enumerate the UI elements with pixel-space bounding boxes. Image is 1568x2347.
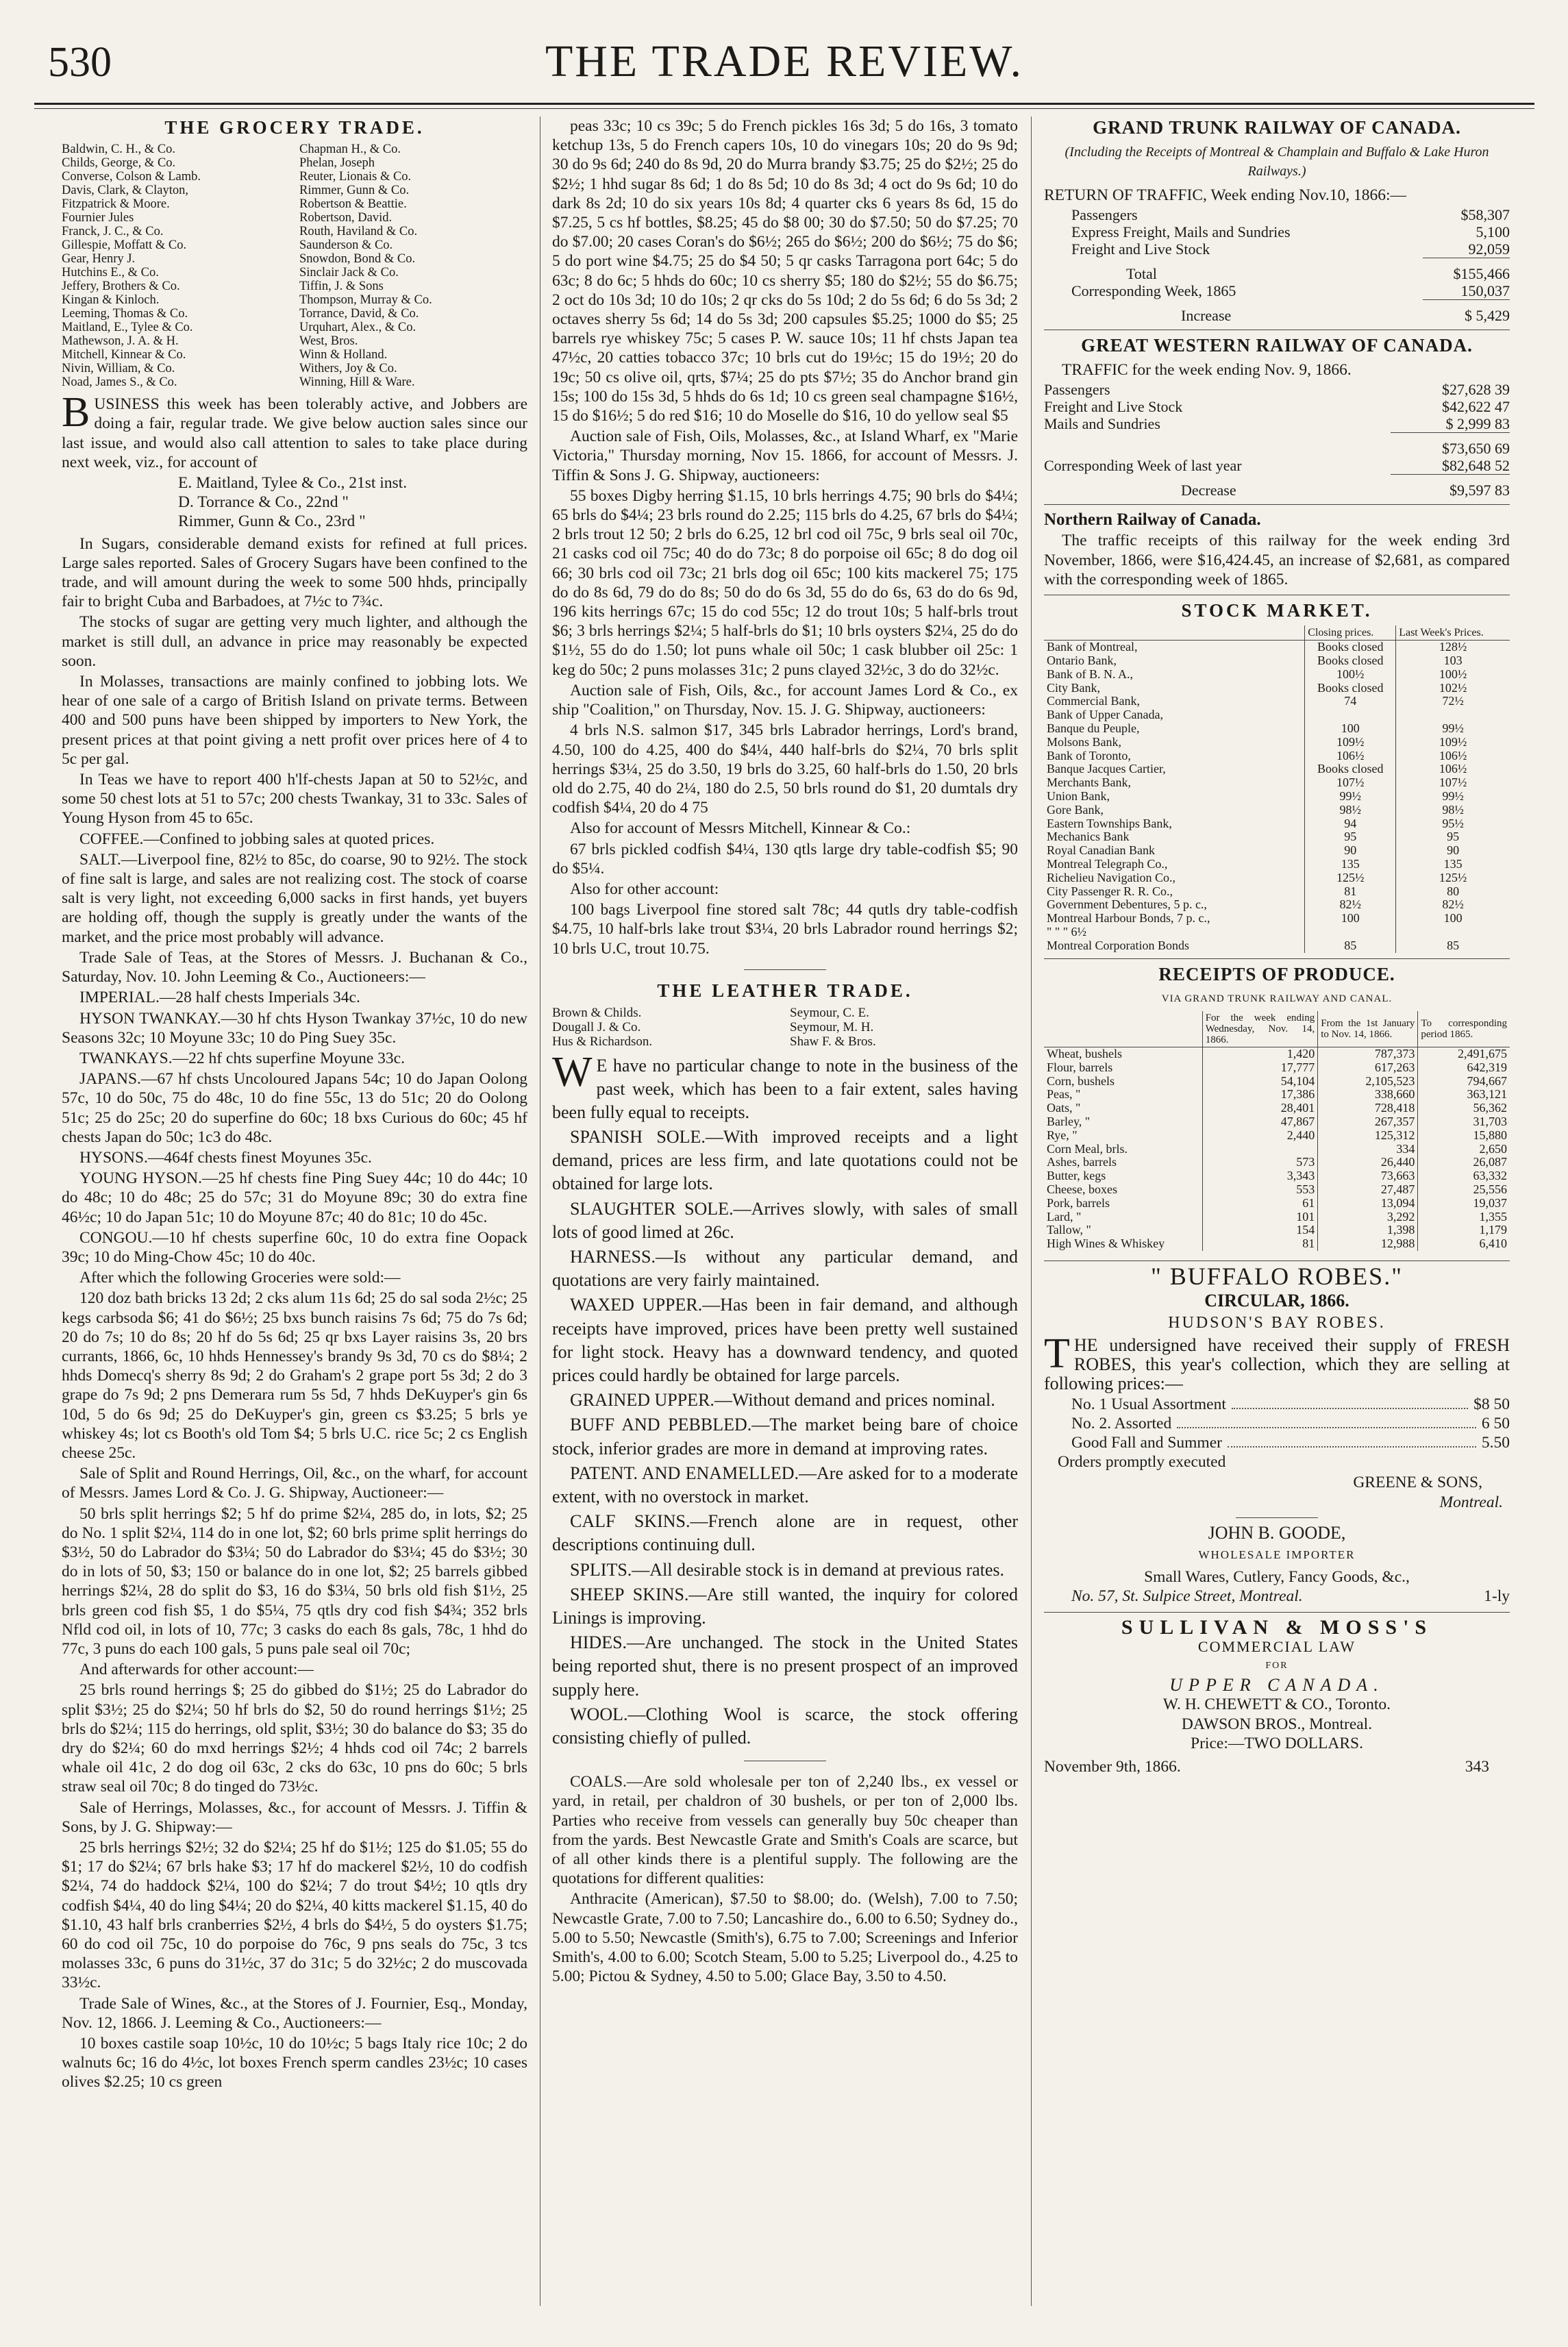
divider — [744, 969, 826, 970]
firm-name: Routh, Haviland & Co. — [299, 225, 418, 239]
stock-row: Montreal Corporation Bonds 85 85 — [1044, 939, 1510, 953]
stock-row: Banque Jacques Cartier, Books closed 106½ — [1044, 762, 1510, 776]
produce-row: Flour, barrels 17,777 617,263 642,319 — [1044, 1061, 1510, 1075]
grocery-paragraph: YOUNG HYSON.—25 hf chests fine Ping Suey 44c; 10 do 44c; 10 do 48c; 10 do 48c; 25 do 57c; 31 do Moyune 89c; 30 do extra fine 46½c; 10 do Japan 51c; 10 do Moyune 87c; 40 do 81c; 10 do 45c. — [62, 1169, 527, 1226]
ledger-row: Corresponding Week, 1865 150,037 — [1071, 282, 1510, 300]
buffalo-orders: Orders promptly executed — [1058, 1453, 1226, 1471]
col-closing: Closing prices. — [1305, 625, 1396, 641]
sullivan-price: Price:—TWO DOLLARS. — [1191, 1734, 1363, 1752]
account-item: D. Torrance & Co., 22nd " — [178, 493, 349, 512]
divider — [1044, 958, 1510, 959]
grocery-paragraph: JAPANS.—67 hf chsts Uncoloured Japans 54c; 10 do Japan Oolong 57c, 10 do 50c, 75 do 48c, 10 do fine 55c, 13 do 51c; 20 do Oolong 51c; 25 do 25c; 20 do superfine do 60c; 18 bxs Curious do 60c; 45 hf chests Japan do 50c; 1c3 do 48c. — [62, 1070, 527, 1146]
sullivan-title: SULLIVAN & MOSS'S — [1121, 1615, 1433, 1639]
auction-paragraph: 4 brls N.S. salmon $17, 345 brls Labrador herrings, Lord's brand, 4.50, 100 do 4.25, 400 do $4¼, 440 half-brls do $2¼, 70 brls split herrings $3¼, 25 do 3.50, 19 brls do 3.25, 60 half-brls do 1.50, 20 brls old do 2.75, 40 do 2¼, 180 do 2.5, 50 brls round do $1, 20 dumtals dry codfish $4¼, 20 do 4 75 — [552, 721, 1018, 817]
buffalo-intro: THE undersigned have received their supply of FRESH ROBES, this year's collection, which they are selling at following prices:— — [1044, 1330, 1510, 1393]
stock-row: City Passenger R. R. Co., 81 80 — [1044, 885, 1510, 899]
ledger-total: $73,650 69 — [1044, 433, 1510, 458]
northern-text: The traffic receipts of this railway for the week ending 3rd November, 1866, were $16,424.45, an increase of $2,681, as compared with the corresponding week of 1865. — [1044, 532, 1510, 588]
stock-row: Royal Canadian Bank 90 90 — [1044, 844, 1510, 858]
firm-name: Baldwin, C. H., & Co. — [62, 142, 175, 157]
leather-paragraph: SPANISH SOLE.—With improved receipts and a light demand, prices are less firm, and late quotations could not be obtained for large lots. — [552, 1126, 1018, 1194]
firm-name: Jeffery, Brothers & Co. — [62, 280, 180, 294]
col-last: Last Week's Prices. — [1396, 625, 1510, 641]
goode-role: WHOLESALE IMPORTER — [1198, 1548, 1356, 1561]
northern-heading: Northern Railway of Canada. — [1044, 510, 1261, 530]
leather-paragraph: CALF SKINS.—French alone are in request, other descriptions continuing dull. — [552, 1511, 1018, 1555]
leather-paragraph: SLAUGHTER SOLE.—Arrives slowly, with sales of small lots of good limed at 26c. — [552, 1198, 1018, 1242]
grand-trunk-return: RETURN OF TRAFFIC, Week ending Nov.10, 1866:— — [1044, 186, 1407, 204]
sullivan-law: COMMERCIAL LAW — [1197, 1637, 1356, 1655]
stock-row: Mechanics Bank 95 95 — [1044, 830, 1510, 844]
divider — [1044, 504, 1510, 505]
produce-row: Barley, " 47,867 267,357 31,703 — [1044, 1115, 1510, 1129]
stock-row: Commercial Bank, 74 72½ — [1044, 695, 1510, 708]
great-western-traffic: TRAFFIC for the week ending Nov. 9, 1866. — [1062, 361, 1352, 380]
masthead — [34, 26, 1534, 95]
stock-row: Molsons Bank, 109½ 109½ — [1044, 736, 1510, 749]
buffalo-city: Montreal. — [1439, 1493, 1503, 1511]
leather-paragraph: GRAINED UPPER.—Without demand and prices nominal. — [570, 1390, 995, 1411]
sullivan-region: UPPER CANADA. — [1169, 1675, 1384, 1696]
firm-name: Robertson, David. — [299, 211, 393, 225]
produce-heading: RECEIPTS OF PRODUCE. — [1158, 963, 1395, 984]
ledger-row: Mails and Sundries $ 2,999 83 — [1044, 415, 1510, 433]
firm-name: Mitchell, Kinnear & Co. — [62, 348, 186, 362]
leather-body — [552, 1126, 1018, 1750]
stock-row: Bank of Toronto, 106½ 106½ — [1044, 749, 1510, 763]
column-grocery — [62, 116, 527, 2306]
firm-name: Childs, George, & Co. — [62, 156, 176, 171]
ledger-increase: Increase $ 5,429 — [1044, 299, 1510, 324]
grocery-paragraph: And afterwards for other account:— — [79, 1661, 314, 1679]
great-western-table — [1044, 381, 1510, 499]
grocery-paragraph: In Molasses, transactions are mainly confined to jobbing lots. We hear of one sale of a cargo of British Island on private terms. Between 400 and 500 puns have been shipped by importers to New York, the present prices at that point giving a nett profit over prices here of 4 to 5c per gal. — [62, 673, 527, 768]
firms-left — [62, 142, 290, 389]
firm-name: Hutchins E., & Co. — [62, 266, 159, 280]
stock-row: Government Debentures, 5 p. c., 82½ 82½ — [1044, 898, 1510, 912]
firm-name: Robertson & Beattie. — [299, 197, 407, 212]
firm-name: Hus & Richardson. — [552, 1034, 653, 1049]
buffalo-circular: CIRCULAR, 1866. — [1204, 1291, 1349, 1311]
price-line: No. 2. Assorted 6 50 — [1071, 1414, 1510, 1432]
stock-row: Bank of B. N. A., 100½ 100½ — [1044, 668, 1510, 682]
buffalo-sub: HUDSON'S BAY ROBES. — [1168, 1314, 1386, 1332]
stock-row: Richelieu Navigation Co., 125½ 125½ — [1044, 871, 1510, 885]
firm-name: Chapman H., & Co. — [299, 142, 401, 157]
firm-name: Rimmer, Gunn & Co. — [299, 184, 410, 198]
grocery-paragraph: 25 brls round herrings $; 25 do gibbed do $1½; 25 do Labrador do split $3½; 25 do $2¼; 50 hf brls do $2, 50 do round herrings $1½; 25 brls do $2¼; 115 do herrings, old split, $3½; 30 do balance do $3; 35 do dry do $2¼; 60 do mxd herrings $2½; 4 hhds cod oil 74c; 2 barrels whale oil 41c, 2 do dog oil 63c, 2 cks do 63c, 10 pns do 60c; 5 brls straw seal oil 70c; 8 do tinged do 73½c. — [62, 1681, 527, 1796]
page-title: THE TRADE REVIEW. — [545, 36, 1024, 86]
produce-row: Butter, kegs 3,343 73,663 63,332 — [1044, 1169, 1510, 1183]
column-divider — [1031, 116, 1032, 2306]
firm-name: Sinclair Jack & Co. — [299, 266, 399, 280]
stock-row: Merchants Bank, 107½ 107½ — [1044, 776, 1510, 790]
goode-name: JOHN B. GOODE, — [1208, 1522, 1346, 1543]
ledger-decrease: Decrease $9,597 83 — [1044, 475, 1510, 499]
firm-name: Withers, Joy & Co. — [299, 362, 397, 376]
produce-row: Ashes, barrels 573 26,440 26,087 — [1044, 1156, 1510, 1169]
grocery-heading: THE GROCERY TRADE. — [164, 117, 425, 138]
firm-name: Nivin, William, & Co. — [62, 362, 175, 376]
grand-trunk-heading: GRAND TRUNK RAILWAY OF CANADA. — [1093, 117, 1461, 138]
produce-header-row — [1044, 1011, 1510, 1047]
produce-row: Oats, " 28,401 728,418 56,362 — [1044, 1102, 1510, 1115]
auction-paragraph: Also for account of Messrs Mitchell, Kinnear & Co.: — [570, 819, 911, 838]
grocery-paragraph: IMPERIAL.—28 half chests Imperials 34c. — [79, 989, 360, 1007]
grocery-paragraph: 10 boxes castile soap 10½c, 10 do 10½c; 5 bags Italy rice 10c; 2 do walnuts 6c; 16 do 4½c, lot boxes French sperm candles 23½c; 10 cases olives $2.25; 10 cs green — [62, 2035, 527, 2091]
firm-name: Davis, Clark, & Clayton, — [62, 184, 188, 198]
issue-date: November 9th, 1866. — [1044, 1757, 1181, 1776]
firm-name: Tiffin, J. & Sons — [299, 280, 384, 294]
grocery-paragraph: Sale of Herrings, Molasses, &c., for account of Messrs. J. Tiffin & Sons, by J. G. Shipway:— — [62, 1798, 527, 1836]
leather-paragraph: SPLITS.—All desirable stock is in demand at previous rates. — [570, 1559, 1005, 1580]
stock-row: Eastern Townships Bank, 94 95½ — [1044, 817, 1510, 831]
buffalo-price-list — [1071, 1395, 1510, 1453]
firm-name: Winn & Holland. — [299, 348, 388, 362]
produce-row: Lard, " 101 3,292 1,355 — [1044, 1210, 1510, 1224]
col-corr: To corresponding period 1865. — [1418, 1011, 1510, 1047]
column-auctions-leather — [552, 116, 1018, 2306]
firm-name: Converse, Colson & Lamb. — [62, 170, 201, 184]
masthead-rule — [34, 103, 1534, 105]
ledger-row: Express Freight, Mails and Sundries 5,100 — [1071, 223, 1510, 240]
grocery-intro: BUSINESS this week has been tolerably active, and Jobbers are doing a fair, regular trade. We give below auction sales since our last issue, and would also call attention to sales to take place during next week, viz., for account of — [62, 389, 527, 471]
leather-paragraph: SHEEP SKINS.—Are still wanted, the inquiry for colored Linings is improving. — [552, 1584, 1018, 1628]
produce-row: Cheese, boxes 553 27,487 25,556 — [1044, 1183, 1510, 1197]
produce-row: Tallow, " 154 1,398 1,179 — [1044, 1224, 1510, 1237]
auction-body — [552, 116, 1018, 958]
masthead-rule-thin — [34, 108, 1534, 109]
firms-right — [790, 1006, 1018, 1049]
leather-paragraph: HARNESS.—Is without any particular demand, and quotations are very fairly maintained. — [552, 1246, 1018, 1291]
firm-name: West, Bros. — [299, 334, 358, 349]
ledger-row: Freight and Live Stock $42,622 47 — [1044, 398, 1510, 416]
produce-row: Rye, " 2,440 125,312 15,880 — [1044, 1129, 1510, 1143]
firm-name: Gillespie, Moffatt & Co. — [62, 238, 187, 253]
firm-name: Saunderson & Co. — [299, 238, 393, 253]
firm-name: Franck, J. C., & Co. — [62, 225, 164, 239]
coals-body — [552, 1772, 1018, 1986]
account-item: E. Maitland, Tylee & Co., 21st inst. — [178, 474, 408, 493]
goode-term: 1-ly — [1484, 1587, 1510, 1606]
auction-paragraph: 100 bags Liverpool fine stored salt 78c; 44 qutls dry table-codfish $4.75, 10 half-brls lake trout $3¼, 20 brls Labrador round herrings $2; 10 brls U.C, trout 10.75. — [552, 901, 1018, 958]
firm-name: Fitzpatrick & Moore. — [62, 197, 170, 212]
firm-name: Leeming, Thomas & Co. — [62, 307, 188, 321]
auction-paragraph: 67 brls pickled codfish $4¼, 130 qtls large dry table-codfish $5; 90 do $5¼. — [552, 840, 1018, 878]
auction-paragraph: Also for other account: — [570, 880, 719, 898]
auction-paragraph: Auction sale of Fish, Oils, &c., for account James Lord & Co., ex ship "Coalition," on Thursday, Nov. 15. J. G. Shipway, auctioneers: — [552, 681, 1018, 719]
produce-row: Peas, " 17,386 338,660 363,121 — [1044, 1088, 1510, 1102]
produce-row: Corn Meal, brls. 334 2,650 — [1044, 1143, 1510, 1156]
leather-paragraph: WAXED UPPER.—Has been in fair demand, and although receipts have improved, prices have been pretty well sustained for light stock. Heavy has a downward tendency, and quoted prices could hardly be obtained for large parcels. — [552, 1295, 1018, 1385]
grand-trunk-table — [1044, 206, 1510, 324]
firm-name: Snowdon, Bond & Co. — [299, 252, 416, 266]
firm-name: Dougall J. & Co. — [552, 1019, 641, 1034]
account-item: Rimmer, Gunn & Co., 23rd " — [178, 512, 366, 531]
produce-row: Wheat, bushels 1,420 787,373 2,491,675 — [1044, 1047, 1510, 1060]
great-western-heading: GREAT WESTERN RAILWAY OF CANADA. — [1081, 334, 1473, 356]
firm-name: Shaw F. & Bros. — [790, 1034, 876, 1049]
sullivan-agent: W. H. CHEWETT & CO., Toronto. — [1162, 1696, 1391, 1714]
firm-name: Thompson, Murray & Co. — [299, 293, 432, 308]
grocery-body — [62, 534, 527, 2092]
stock-row: Montreal Harbour Bonds, 7 p. c., 100 100 — [1044, 912, 1510, 926]
buffalo-firm: GREENE & SONS, — [1353, 1474, 1482, 1492]
produce-row: High Wines & Whiskey 81 12,988 6,410 — [1044, 1237, 1510, 1251]
stock-row: Bank of Montreal, Books closed 128½ — [1044, 641, 1510, 654]
grocery-paragraph: SALT.—Liverpool fine, 82½ to 85c, do coarse, 90 to 92½. The stock of fine salt is large, and sales are not realizing cost. The stock of coarse salt is very light, not exceeding 6,000 sacks in first hands, yet buyers are holding off, though the supply is greatly under the wants of the market, and the price most probably will advance. — [62, 850, 527, 946]
sullivan-for: FOR — [1265, 1660, 1289, 1671]
firm-name: Maitland, E., Tylee & Co. — [62, 321, 193, 335]
grand-trunk-subheading: (Including the Receipts of Montreal & Champlain and Buffalo & Lake Huron Railways.) — [1065, 145, 1489, 179]
stock-row: Montreal Telegraph Co., 135 135 — [1044, 858, 1510, 871]
auction-paragraph: peas 33c; 10 cs 39c; 5 do French pickles 16s 3d; 5 do 16s, 3 tomato ketchup 13s, 5 do French capers 10s, 10 do vinegars 10s; 20 do 9s 9d; 30 do 9s 6d; 240 do 8s 9d, 20 do Murra brandy $3.75; 25 do $2½; 25 do $2½; 1 hhd sugar 8s 6d; 1 do 8s 5d; 10 do 8s 3d; 4 oct do 9s 6d; 10 do dark 8s 2d; 10 do six years 10s 8d; 4 quarter cks 6 years 8s 6d, 15 do $7.25, 5 cs hf bottles, $8.25; 45 do $8 00; 30 do $7.50; 50 do $7.25; 70 do $7.00; 20 cases Coran's do $6½; 265 do $6½; 200 do $6½; 75 do $6; 5 do port wine $4.75; 25 do $4 50; 5 qr casks Tarragona port 64c; 5 do 63c; 8 do 6c; 5 hhds do 60c; 10 cs sherry $5; 180 do $2½; 55 do $6.75; 2 oct do 10s 3d; 10 do 10s; 2 qr cks do 5s 10d; 2 do 5s 6d; 6 do 5s 3d; 2 octaves sherry 5s 6d; 14 do 5s 3d; 200 capsules $5.25; 1000 do $5; 25 barrels rye whiskey 75c; 5 cases P. W. sauce 10s; 11 hf chsts Japan tea 47½c, 20 catties tobacco 37c; 10 brls cut do 19½c; 15 do 19½; 20 do 19c; 50 cs olive oil, qrts, $7¼; 25 do pts $7½; 35 do Anchor brand gin 15s; 100 do 15s 3d, 5 hhds do 6s 1d; 10 cs green seal champagne $16½, 15 do $16½; 5 do red $16; 10 do Moselle do $16, 10 do yellow seal $5 — [552, 117, 1018, 425]
grocery-paragraph: In Sugars, considerable demand exists for refined at full prices. Large sales reported. Sales of Grocery Sugars have been confined to the trade, and will amount during the week to some 500 hhds, principally fair to bright Cuba and Barbadoes, at 7½c to 7¾c. — [62, 534, 527, 611]
firm-name: Reuter, Lionais & Co. — [299, 170, 412, 184]
grocery-paragraph: HYSON TWANKAY.—30 hf chts Hyson Twankay 37½c, 10 do new Seasons 32c; 10 Moyune 33c; 10 do Ping Suey 35c. — [62, 1009, 527, 1047]
grocery-paragraph: COFFEE.—Confined to jobbing sales at quoted prices. — [79, 830, 435, 848]
produce-row: Pork, barrels 61 13,094 19,037 — [1044, 1197, 1510, 1210]
col-jan: From the 1st January to Nov. 14, 1866. — [1318, 1011, 1418, 1047]
produce-row: Corn, bushels 54,104 2,105,523 794,667 — [1044, 1075, 1510, 1089]
leather-paragraph: HIDES.—Are unchanged. The stock in the United States being reported shut, there is no present prospect of an improved supply here. — [552, 1632, 1018, 1700]
folio-number: 343 — [1465, 1757, 1489, 1776]
coals-paragraph: Anthracite (American), $7.50 to $8.00; do. (Welsh), 7.00 to 7.50; Newcastle Grate, 7.00 to 7.50; Lancashire do., 6.00 to 6.50; Sydney do., 5.00 to 5.50; Newcastle (Smith's), 6.75 to 7.00; Screenings and Inferior Smith's, 4.00 to 6.00; Scotch Steam, 5.00 to 5.25; Liverpool do., 4.25 to 5.00; Pictou & Sydney, 4.50 to 5.00; Glace Bay, 3.50 to 4.50. — [552, 1890, 1018, 1986]
firm-name: Kingan & Kinloch. — [62, 293, 160, 308]
grocery-paragraph: In Teas we have to report 400 h'lf-chests Japan at 50 to 52½c, and some 50 chest lots at 51 to 57c; 200 chests Twankay, 31 to 33c. Sales of Young Hyson from 45 to 65c. — [62, 771, 527, 828]
coals-paragraph: COALS.—Are sold wholesale per ton of 2,240 lbs., ex vessel or yard, in retail, per chaldron of 30 bushels, or per ton of 2,000 lbs. Parties who receive from vessels can generally buy 50c cheaper than from the yards. Best Newcastle Grate and Smith's Coals are scarce, but of all other kinds there is a plentiful supply. The following are the quotations for different qualities: — [552, 1773, 1018, 1888]
produce-subheading: VIA GRAND TRUNK RAILWAY AND CANAL. — [1161, 993, 1393, 1004]
stock-heading: STOCK MARKET. — [1181, 600, 1373, 621]
grocery-paragraph: CONGOU.—10 hf chests superfine 60c, 10 do extra fine Oopack 39c; 10 do Ming-Chow 45c; 10 do 40c. — [62, 1228, 527, 1266]
grocery-paragraph: Sale of Split and Round Herrings, Oil, &c., on the wharf, for account of Messrs. James Lord & Co. J. G. Shipway, Auctioneer:— — [62, 1465, 527, 1502]
grocery-paragraph: After which the following Groceries were sold:— — [79, 1269, 401, 1287]
leather-heading: THE LEATHER TRADE. — [657, 980, 913, 1001]
firm-name: Seymour, C. E. — [790, 1005, 869, 1020]
firm-name: Fournier Jules — [62, 211, 134, 225]
page-footer — [1044, 1757, 1510, 1776]
buffalo-heading: " BUFFALO ROBES." — [1151, 1262, 1403, 1290]
stock-row: Banque du Peuple, 100 99½ — [1044, 722, 1510, 736]
price-line: No. 1 Usual Assortment $8 50 — [1071, 1395, 1510, 1413]
leather-paragraph: WOOL.—Clothing Wool is scarce, the stock offering consisting chiefly of pulled. — [552, 1704, 1018, 1748]
stock-row: Gore Bank, 98½ 98½ — [1044, 804, 1510, 817]
auction-paragraph: 55 boxes Digby herring $1.15, 10 brls herrings 4.75; 90 brls do $4¼; 65 brls do $4¼; 23 brls round do 2.25; 115 brls do 4.25, 67 brls do $4¼; 2 brls trout 12 50; 2 brls do 6.25, 12 brl cod oil 75c, 9 brls seal oil 70c, 21 casks cod oil 75c; 40 do do 73c; 8 do porpoise oil 65c; 8 do dog oil 66; 30 brls cod oil 73c; 21 brls dog oil 65c; 100 kits mackerel 75; 175 do do 8s 6d, 79 do do 8s; 50 do do 6s 3d, 55 do do 6s, 63 do do 6s 9d, 196 kits herrings 67c; 15 do cod 55c; 12 do trout 10s; 5 half-brls trout $6; 3 brls herrings $2¼; 5 half-brls do $1; 10 brls oysters $2¼, 25 do do $1½, 55 do do 1.50; lot puns whale oil 50c; 1 cask blubber oil 25c: 1 keg do 50c; 2 puns molasses 31c; 2 puns clayed 32½c, 3 do do 32½c. — [552, 486, 1018, 679]
grocery-firms — [62, 142, 527, 389]
stock-table — [1044, 625, 1510, 952]
grocery-paragraph: The stocks of sugar are getting very much lighter, and although the market is still dull, an advance in price may reasonably be expected soon. — [62, 613, 527, 670]
stock-row: Bank of Upper Canada, — [1044, 708, 1510, 722]
stock-header-row — [1044, 625, 1510, 641]
grocery-paragraph: HYSONS.—464f chests finest Moyunes 35c. — [79, 1148, 372, 1167]
grocery-paragraph: Trade Sale of Teas, at the Stores of Messrs. J. Buchanan & Co., Saturday, Nov. 10. John Leeming & Co., Auctioneers:— — [62, 948, 527, 986]
leather-intro: WE have no particular change to note in the business of the past week, which has been to a fair extent, sales having been fully equal to receipts. — [552, 1048, 1018, 1122]
firm-name: Winning, Hill & Ware. — [299, 375, 415, 390]
goode-address-row — [1044, 1587, 1510, 1606]
goode-address: No. 57, St. Sulpice Street, Montreal. — [1071, 1587, 1303, 1606]
stock-row: " " " 6½ — [1044, 926, 1510, 939]
account-list — [178, 473, 527, 532]
grocery-paragraph: 120 doz bath bricks 13 2d; 2 cks alum 11s 6d; 25 do sal soda 2½c; 25 kegs carbsoda $6; 41 do $6½; 25 bxs bunch raisins 7s 6d; 75 do 7s 6d; 20 do 7s; 10 do 8s; 20 hf do 5s 6d; 25 qr bxs Layer raisins 3s, 20 brs currants, 1866, 6c, 10 hhds Hennessey's brandy 9s 3d, 70 cs do $8¼; 2 hhds Domecq's sherry 8s 9d; 2 do Graham's 2 grape port 5s 3d; 2 do 3 grape do 7s 9d; 2 pns Demerara rum 5s 5d, 7 hhds DeKuyper's gin 6s 10d, 5 do 6s 9d; 25 do DeKuyper's gin, green cs $3.25; 5 brls ye whiskey 4s; lot cs Booth's old Tom $4; 5 brls U.C. rice 5c; 2 cs English cheese 25c. — [62, 1289, 527, 1462]
firm-name: Torrance, David, & Co. — [299, 307, 419, 321]
leather-paragraph: PATENT. AND ENAMELLED.—Are asked for to a moderate extent, with no overstock in market. — [552, 1463, 1018, 1506]
ledger-row: Passengers $27,628 39 — [1044, 381, 1510, 399]
firm-name: Noad, James S., & Co. — [62, 375, 177, 390]
sullivan-agent: DAWSON BROS., Montreal. — [1181, 1715, 1373, 1733]
ledger-row: Passengers $58,307 — [1071, 206, 1510, 223]
ledger-row: Freight and Live Stock 92,059 — [1071, 240, 1510, 258]
ledger-row: Corresponding Week of last year $82,648 52 — [1044, 457, 1510, 475]
leather-paragraph: BUFF AND PEBBLED.—The market being bare of choice stock, inferior grades are more in demand at improving rates. — [552, 1415, 1018, 1458]
produce-table — [1044, 1011, 1510, 1251]
leather-firms — [552, 1006, 1018, 1049]
column-railways-markets — [1044, 116, 1510, 2306]
page-number: 530 — [48, 39, 112, 86]
grocery-paragraph: TWANKAYS.—22 hf chts superfine Moyune 33c. — [79, 1049, 405, 1067]
firm-name: Seymour, M. H. — [790, 1019, 874, 1034]
goode-goods: Small Wares, Cutlery, Fancy Goods, &c., — [1144, 1568, 1410, 1587]
grocery-paragraph: 25 brls herrings $2½; 32 do $2¼; 25 hf do $1½; 125 do $1.05; 55 do $1; 17 do $2¼; 67 brls hake $3; 17 hf do mackerel $2½, 10 do codfish $2¼, 74 do haddock $2¼, 100 do $2¼; 7 do trout $4½; 10 qtls dry codfish $4¼, 40 do ling $4¼; 20 do $2¼, 40 kitts mackerel $1.15, 40 do $1.10, 43 half brls cranberries $2½, 4 brls do $4½, 5 do oysters $1.75; 60 do cod oil 75c, 10 do porpoise do 76c, 9 pns seals do 75c, 3 tcs molasses 33c, 6 puns do 31½c, 37 do 31c; 5 do 32½c; 2 do muscovada 33½c. — [62, 1839, 527, 1992]
grocery-paragraph: 50 brls split herrings $2; 5 hf do prime $2¼, 285 do, in lots, $2; 25 do No. 1 split $2¼, 114 do in one lot, $2; 60 brls prime split herrings do $3½, 50 do Labrador do $3¼; 50 do Labrador do $3¼; 45 do $3½; 30 do in lots of 50, $3; 150 or balance do in one lot, $2; 25 barrels gibbed herrings $2¼, 28 do split do $3, 16 do $3¼, 50 brls old fish $1½, 25 brls green cod fish $5, 1 do $5¼, 75 qtls dry cod fish $4¾; 352 brls Nfld cod oil, in lots of 10, 77c; 3 casks do each 8s gals, 78c, 1 hhd do 77c, 3 puns do each 100 gals, 5 puns pale seal oil 70c; — [62, 1504, 527, 1658]
divider — [1236, 1517, 1318, 1518]
grocery-paragraph: Trade Sale of Wines, &c., at the Stores of J. Fournier, Esq., Monday, Nov. 12, 1866. J. Leeming & Co., Auctioneers:— — [62, 1994, 527, 2032]
firm-name: Phelan, Joseph — [299, 156, 375, 171]
stock-row: City Bank, Books closed 102½ — [1044, 682, 1510, 695]
divider — [1044, 1612, 1510, 1613]
firm-name: Urquhart, Alex., & Co. — [299, 321, 416, 335]
stock-row: Ontario Bank, Books closed 103 — [1044, 654, 1510, 668]
stock-row: Union Bank, 99½ 99½ — [1044, 790, 1510, 804]
col-week: For the week ending Wednesday, Nov. 14, 1866. — [1202, 1011, 1318, 1047]
firm-name: Gear, Henry J. — [62, 252, 136, 266]
firms-right — [299, 142, 527, 389]
price-line: Good Fall and Summer 5.50 — [1071, 1433, 1510, 1452]
firms-left — [552, 1006, 780, 1049]
auction-paragraph: Auction sale of Fish, Oils, Molasses, &c., at Island Wharf, ex "Marie Victoria," Thursday morning, Nov 15. 1866, for account of Messrs. J. Tiffin & Sons J. G. Shipway, auctioneers: — [552, 427, 1018, 484]
ledger-total: Total $155,466 — [1044, 258, 1510, 282]
firm-name: Brown & Childs. — [552, 1005, 642, 1020]
firm-name: Mathewson, J. A. & H. — [62, 334, 179, 349]
